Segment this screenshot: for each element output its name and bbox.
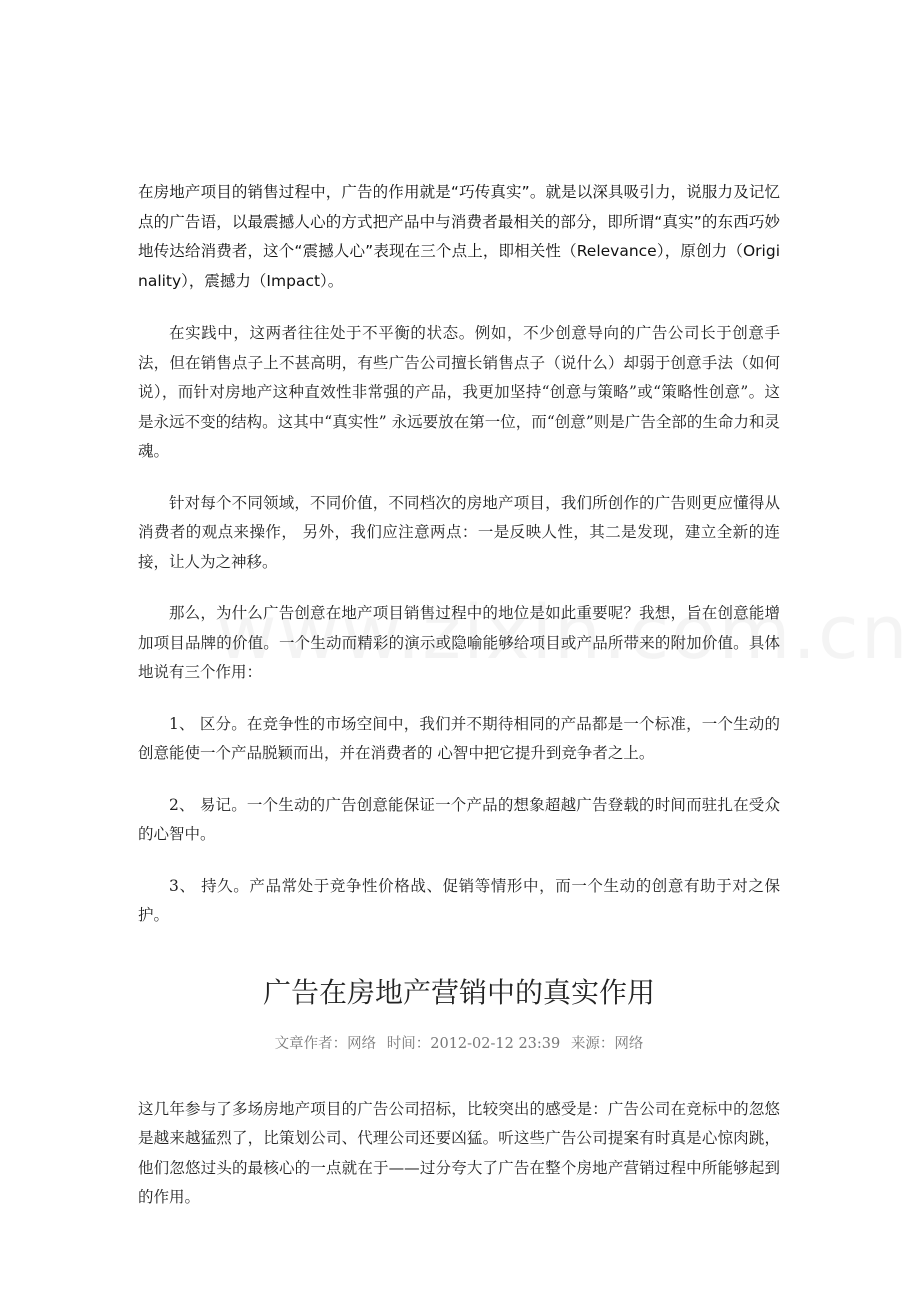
paragraph-why-important: 那么，为什么广告创意在地产项目销售过程中的地位是如此重要呢？我想，旨在创意能增加项目品牌的价值。一个生动而精彩的演示或隐喻能够给项目或产品所带来的附加价值。具体地说有三个作用： [138, 604, 780, 681]
document-page [138, 178, 780, 1213]
paragraph-practice: 在实践中，这两者往往处于不平衡的状态。例如，不少创意导向的广告公司长于创意手法，但在销售点子上不甚高明，有些广告公司擅长销售点子（说什么）却弱于创意手法（如何说），而针对房地产这种直效性非常强的产品，我更加坚持“创意与策略”或“策略性创意”。这是永远不变的结构。这其中“真实性” 永远要放在第一位，而“创意”则是广告全部的生命力和灵魂。 [138, 324, 780, 460]
paragraph-consumer-view: 针对每个不同领域，不同价值，不同档次的房地产项目，我们所创作的广告则更应懂得从消费者的观点来操作， 另外，我们应注意两点：一是反映人性，其二是发现，建立全新的连接，让人为之神移。 [138, 493, 780, 571]
intro-paragraph: 在房地产项目的销售过程中，广告的作用就是“巧传真实”。就是以深具吸引力，说服力及记忆点的广告语，以最震撼人心的方式把产品中与消费者最相关的部分，即所谓“真实”的东西巧妙地传达给消费者，这个“震撼人心”表现在三个点上，即相关性（Relevance），原创力（Originality），震撼力（Impact）。 [138, 183, 780, 290]
paragraph-point-3: 3、 持久。产品常处于竞争性价格战、促销等情形中，而一个生动的创意有助于对之保护。 [138, 876, 780, 924]
article-title: 广告在房地产营销中的真实作用 [262, 975, 655, 1009]
article-time: 时间：2012-02-12 23:39 [386, 1035, 561, 1052]
article-meta [138, 1033, 780, 1055]
article-author: 文章作者：网络 [274, 1035, 377, 1052]
article-body-paragraph: 这几年参与了多场房地产项目的广告公司招标，比较突出的感受是：广告公司在竞标中的忽悠是越来越猛烈了，比策划公司、代理公司还要凶猛。听这些广告公司提案有时真是心惊肉跳，他们忽悠过头的最核心的一点就在于——过分夸大了广告在整个房地产营销过程中所能够起到的作用。 [138, 1099, 780, 1206]
paragraph-point-2: 2、 易记。一个生动的广告创意能保证一个产品的想象超越广告登载的时间而驻扎在受众的心智中。 [138, 795, 780, 843]
article-source: 来源：网络 [570, 1035, 644, 1052]
paragraph-point-1: 1、 区分。在竞争性的市场空间中，我们并不期待相同的产品都是一个标准，一个生动的创意能使一个产品脱颖而出，并在消费者的 心智中把它提升到竞争者之上。 [138, 714, 780, 762]
